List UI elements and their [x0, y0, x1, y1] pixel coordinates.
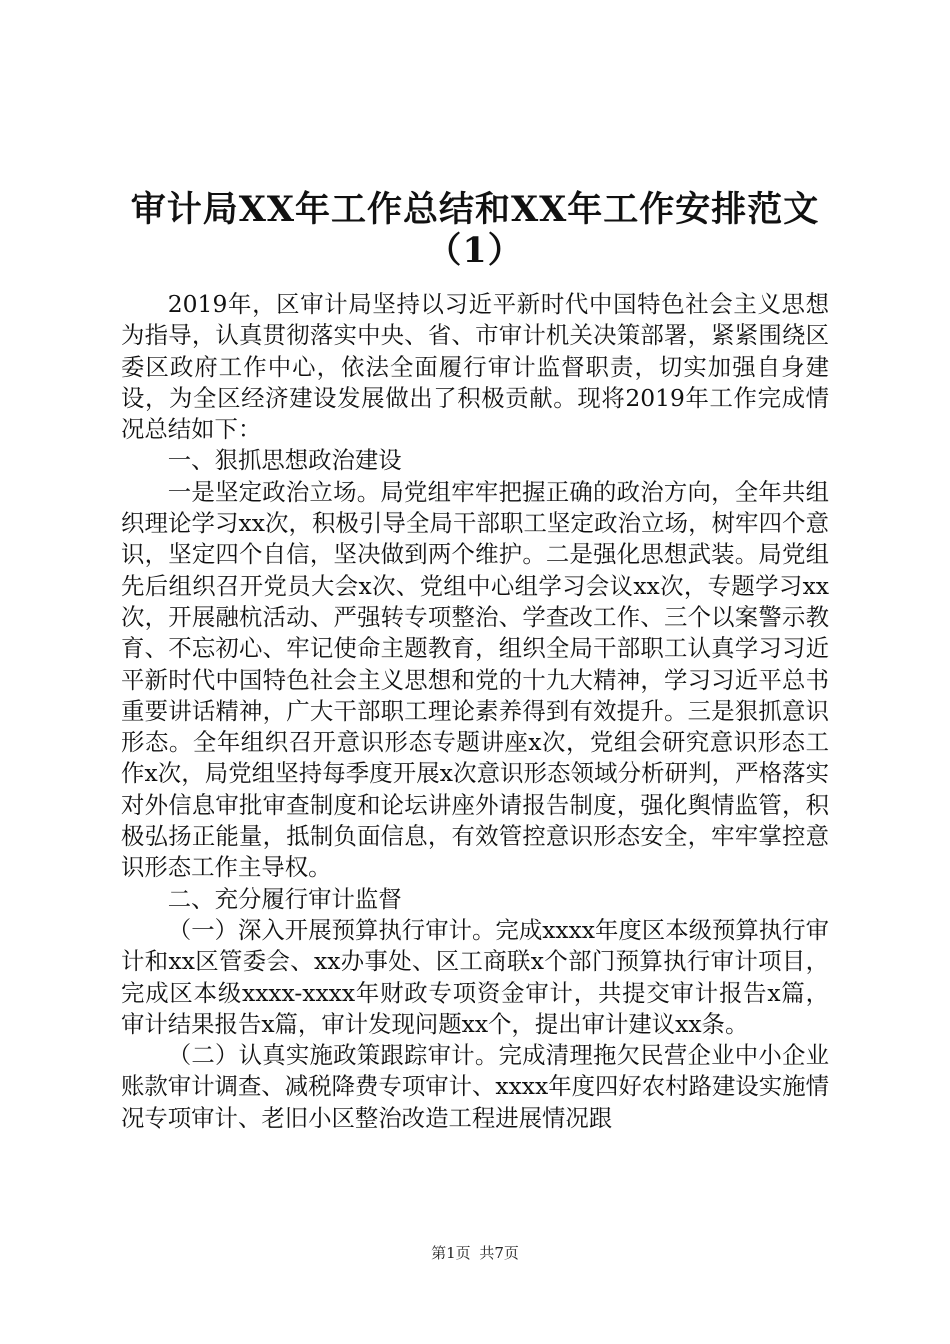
section-heading-2: 二、充分履行审计监督 — [167, 884, 402, 913]
intro-paragraph: 2019年，区审计局坚持以习近平新时代中国特色社会主义思想为指导，认真贯彻落实中央、省、市审计机关决策部署，紧紧围绕区委区政府工作中心，依法全面履行审计监督职责，切实加强自身建设，为全区经济建设发展做出了积极贡献。现将2019年工作完成情况总结如下： — [121, 290, 829, 444]
subsection-1-paragraph: （一）深入开展预算执行审计。完成xxxx年度区本级预算执行审计和xx区管委会、xx办事处、区工商联x个部门预算执行审计项目，完成区本级xxxx-xxxx年财政专项资金审计，共提交审计报告x篇，审计结果报告x篇，审计发现问题xx个，提出审计建议xx条。 — [121, 915, 829, 1038]
subsection-2-paragraph: （二）认真实施政策跟踪审计。完成清理拖欠民营企业中小企业账款审计调查、减税降费专项审计、xxxx年度四好农村路建设实施情况专项审计、老旧小区整治改造工程进展情况跟 — [121, 1041, 829, 1132]
section-1-paragraph: 一是坚定政治立场。局党组牢牢把握正确的政治方向，全年共组织理论学习xx次，积极引导全局干部职工坚定政治立场，树牢四个意识，坚定四个自信，坚决做到两个维护。二是强化思想武装。局党组先后组织召开党员大会x次、党组中心组学习会议xx次，专题学习xx次，开展融杭活动、严强转专项整治、学查改工作、三个以案警示教育、不忘初心、牢记使命主题教育，组织全局干部职工认真学习习近平新时代中国特色社会主义思想和党的十九大精神，学习习近平总书重要讲话精神，广大干部职工理论素养得到有效提升。三是狠抓意识形态。全年组织召开意识形态专题讲座x次，党组会研究意识形态工作x次，局党组坚持每季度开展x次意识形态领域分析研判，严格落实对外信息审批审查制度和论坛讲座外请报告制度，强化舆情监管，积极弘扬正能量，抵制负面信息，有效管控意识形态安全，牢牢掌控意识形态工作主导权。 — [121, 477, 829, 882]
page-number: 第1页 — [431, 1244, 471, 1262]
page-footer — [0, 1242, 950, 1263]
document-title: 审计局XX年工作总结和XX年工作安排范文 — [130, 189, 820, 230]
page-total: 共7页 — [479, 1244, 519, 1262]
section-heading-1: 一、狠抓思想政治建设 — [167, 446, 402, 475]
document-title-number: （1） — [426, 230, 524, 271]
document-body — [121, 289, 829, 1134]
